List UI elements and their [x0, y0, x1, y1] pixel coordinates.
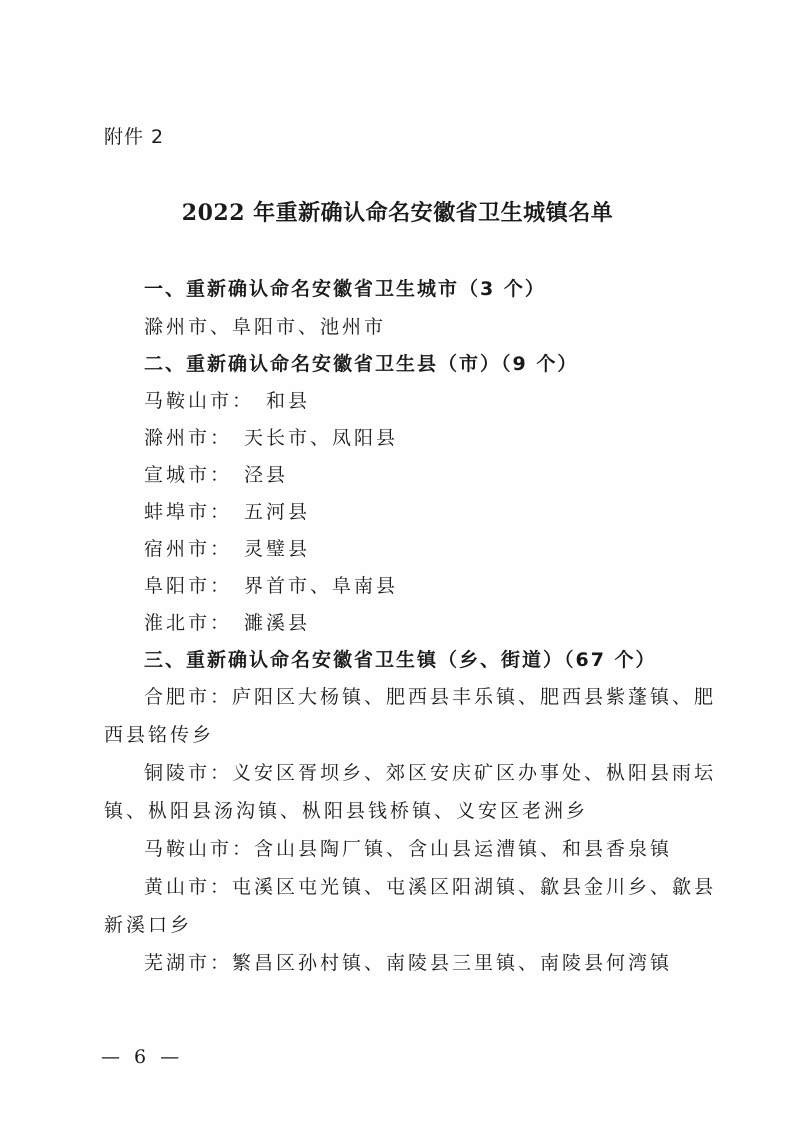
county-list: 灵璧县 — [244, 538, 311, 560]
section2-heading: 二、重新确认命名安徽省卫生县（市）（9 个） — [144, 353, 579, 375]
section3-paragraph-line: 新溪口乡 — [104, 914, 193, 936]
city-name: 淮北市： — [144, 612, 233, 634]
county-list: 和县 — [266, 390, 311, 412]
city-name: 马鞍山市： — [144, 390, 255, 412]
county-list: 濉溪县 — [244, 612, 311, 634]
section1-cities: 滁州市、阜阳市、池州市 — [144, 316, 387, 338]
city-name: 宣城市： — [144, 464, 233, 486]
section3-paragraph-line: 合肥市：庐阳区大杨镇、肥西县丰乐镇、肥西县紫蓬镇、肥 — [144, 686, 717, 708]
section3-paragraph-line: 芜湖市：繁昌区孙村镇、南陵县三里镇、南陵县何湾镇 — [144, 952, 673, 974]
section2-item — [144, 571, 398, 598]
city-name: 阜阳市： — [144, 575, 233, 597]
city-name: 滁州市： — [144, 427, 233, 449]
section2-item — [144, 534, 310, 561]
section3-paragraph-line: 镇、枞阳县汤沟镇、枞阳县钱桥镇、义安区老洲乡 — [104, 800, 589, 822]
section1-heading: 一、重新确认命名安徽省卫生城市（3 个） — [144, 278, 546, 300]
section2-item — [144, 423, 398, 450]
section2-item — [144, 460, 288, 487]
section3-paragraph-line: 马鞍山市：含山县陶厂镇、含山县运漕镇、和县香泉镇 — [144, 838, 673, 860]
section2-item — [144, 497, 310, 524]
city-name: 蚌埠市： — [144, 501, 233, 523]
section3-paragraph-line: 铜陵市：义安区胥坝乡、郊区安庆矿区办事处、枞阳县雨坛 — [144, 762, 717, 784]
section3-paragraph-line: 黄山市：屯溪区屯光镇、屯溪区阳湖镇、歙县金川乡、歙县 — [144, 876, 717, 898]
county-list: 泾县 — [244, 464, 289, 486]
section3-heading: 三、重新确认命名安徽省卫生镇（乡、街道）（67 个） — [144, 649, 657, 671]
attachment-label: 附件 2 — [104, 126, 165, 148]
page-number: — 6 — — [101, 1046, 184, 1068]
city-name: 宿州市： — [144, 538, 233, 560]
county-list: 五河县 — [244, 501, 311, 523]
section2-item — [144, 608, 310, 635]
county-list: 天长市、凤阳县 — [244, 427, 399, 449]
section3-paragraph-line: 西县铭传乡 — [104, 724, 215, 746]
section2-item — [144, 386, 310, 413]
county-list: 界首市、阜南县 — [244, 575, 399, 597]
document-title: 2022 年重新确认命名安徽省卫生城镇名单 — [181, 200, 614, 226]
